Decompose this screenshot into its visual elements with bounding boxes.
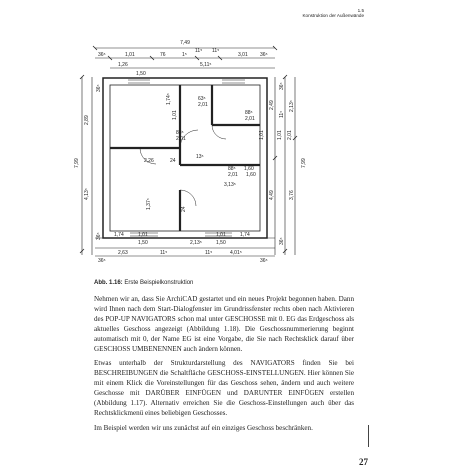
dim-right-10: 1,01 — [259, 130, 265, 140]
dim-bot-5: 2,63 — [118, 250, 128, 256]
dim-top-1: 36⁵ — [98, 52, 106, 58]
dim-right-9: 2,01 — [287, 130, 293, 140]
dim-bot-2: 1,01 — [138, 232, 148, 238]
dim-top-7: 3,01 — [238, 52, 248, 58]
dim-top-6: 11⁵ — [212, 48, 220, 54]
dim-bot-12: 36⁵ — [98, 258, 106, 264]
dim-bot-9: 4,01⁵ — [230, 250, 242, 256]
room-label-9b: 1,60 — [246, 172, 256, 178]
dim-top2-3: 5,11⁵ — [200, 62, 212, 68]
dim-right-3: 11⁵ — [279, 110, 285, 118]
dim-left-total: 7,99 — [74, 158, 80, 168]
room-label-4a: 88⁵ — [176, 130, 184, 136]
page-rule — [368, 425, 369, 447]
section-number: 1.5 — [357, 8, 364, 13]
dim-left-3: 36⁵ — [96, 232, 102, 240]
room-label-3b: 2,01 — [245, 116, 255, 122]
dim-top-4: 1⁵ — [182, 52, 187, 58]
caption-text: Erste Beispielkonstruktion — [124, 280, 194, 286]
room-label-1a: 1,74⁵ — [166, 93, 172, 105]
dim-left-2: 36⁵ — [96, 84, 102, 92]
dim-total-width: 7,49 — [180, 40, 190, 46]
dim-bot-6: 11⁵ — [160, 250, 168, 256]
dim-top-2: 1,01 — [125, 52, 135, 58]
dim-bot-8: 11⁵ — [205, 250, 213, 256]
dim-right-2: 1,01 — [277, 130, 283, 140]
figure-caption — [94, 280, 193, 286]
dim-bot-10: 1,50 — [138, 240, 148, 246]
dim-top-3: 76 — [160, 52, 166, 58]
room-label-8a: 1,37⁵ — [146, 198, 152, 210]
room-label-2b: 2,01 — [198, 102, 208, 108]
dim-bot-1: 1,74 — [114, 232, 124, 238]
room-label-7b: 2,01 — [228, 172, 238, 178]
dim-bot-11: 1,50 — [216, 240, 226, 246]
dim-left-1: 2,89 — [84, 115, 90, 125]
room-label-4b: 2,01 — [176, 136, 186, 142]
paragraph-2: Etwas unterhalb der Strukturdarstellung des NAVIGATORS finden Sie bei BESCHREIBUNGEN die Schaltfläche GESCHOSS-EINSTELLUNGEN. Hier können Sie mit einem Klick die Voreinstellungen für das Geschoss sehen, ändern und auch weitere Geschosse mit DARÜBER EINFÜGEN und DARUNTER EINFÜGEN erstellen (Abbildung 1.17). Alternativ erreichen Sie die Geschoss-Einstellungen auch über das Rechtsklickmenü eines beliebigen Geschosses. — [94, 359, 354, 417]
dim-top2-2: 1,50 — [136, 71, 146, 77]
page-number: 27 — [359, 457, 368, 467]
dim-right-total: 7,99 — [301, 158, 307, 168]
dim-top2-1: 1,26 — [118, 62, 128, 68]
room-label-3a: 88⁵ — [245, 110, 253, 116]
dim-left-4: 4,13⁵ — [84, 188, 90, 200]
paragraph-3: Im Beispiel werden wir uns zunächst auf ein einziges Geschoss beschränken. — [94, 423, 313, 432]
dim-top-5: 11⁵ — [195, 48, 203, 54]
dim-right-6: 4,49 — [269, 190, 275, 200]
body-text — [94, 295, 354, 439]
dim-bot-7: 2,13⁵ — [190, 240, 202, 246]
dim-bot-3: 1,01 — [216, 232, 226, 238]
room-label-8b: 13⁵ — [196, 154, 204, 160]
paragraph-1: Nehmen wir an, dass Sie ArchiCAD gestartet und ein neues Projekt begonnen haben. Dann wird Ihnen nach dem Start-Dialogfenster im Grundrissfenster rechts oben nach Aktivieren des POP-UP NAVIGATORS schon mal unter GESCHOSSE mit 0. EG das Erdgeschoss als aktuelles Geschoss angezeigt (Abbildung 1.18). Die Geschossnummerierung beginnt automatisch mit 0, der Name EG ist eine Vorgabe, die Sie nach Rechtsklick darauf über GESCHOSS UMBENENNEN auch ändern können. — [94, 295, 354, 353]
dim-right-5: 3,76 — [289, 190, 295, 200]
room-label-2a: 63⁵ — [198, 96, 206, 102]
caption-label: Abb. 1.16: — [94, 280, 123, 286]
room-label-6a: 1,60 — [244, 166, 254, 172]
dim-right-4: 2,13⁵ — [289, 100, 295, 112]
dim-right-8: 36⁵ — [279, 237, 285, 245]
room-label-9a: 24 — [181, 206, 187, 212]
dim-right-1: 2,49 — [269, 100, 275, 110]
room-label-5a: 2,26 — [144, 158, 154, 164]
dim-bot-13: 36⁵ — [260, 258, 268, 264]
room-label-6b: 3,13⁵ — [224, 182, 236, 188]
dim-right-7: 36⁵ — [279, 82, 285, 90]
dim-bot-4: 1,74 — [240, 232, 250, 238]
room-label-1b: 1,01 — [172, 110, 178, 120]
room-label-7a: 88⁵ — [228, 166, 236, 172]
dim-top-8: 36⁵ — [260, 52, 268, 58]
chapter-title: Konstruktion der Außenwände — [302, 13, 364, 19]
room-label-5b: 24 — [170, 158, 176, 164]
